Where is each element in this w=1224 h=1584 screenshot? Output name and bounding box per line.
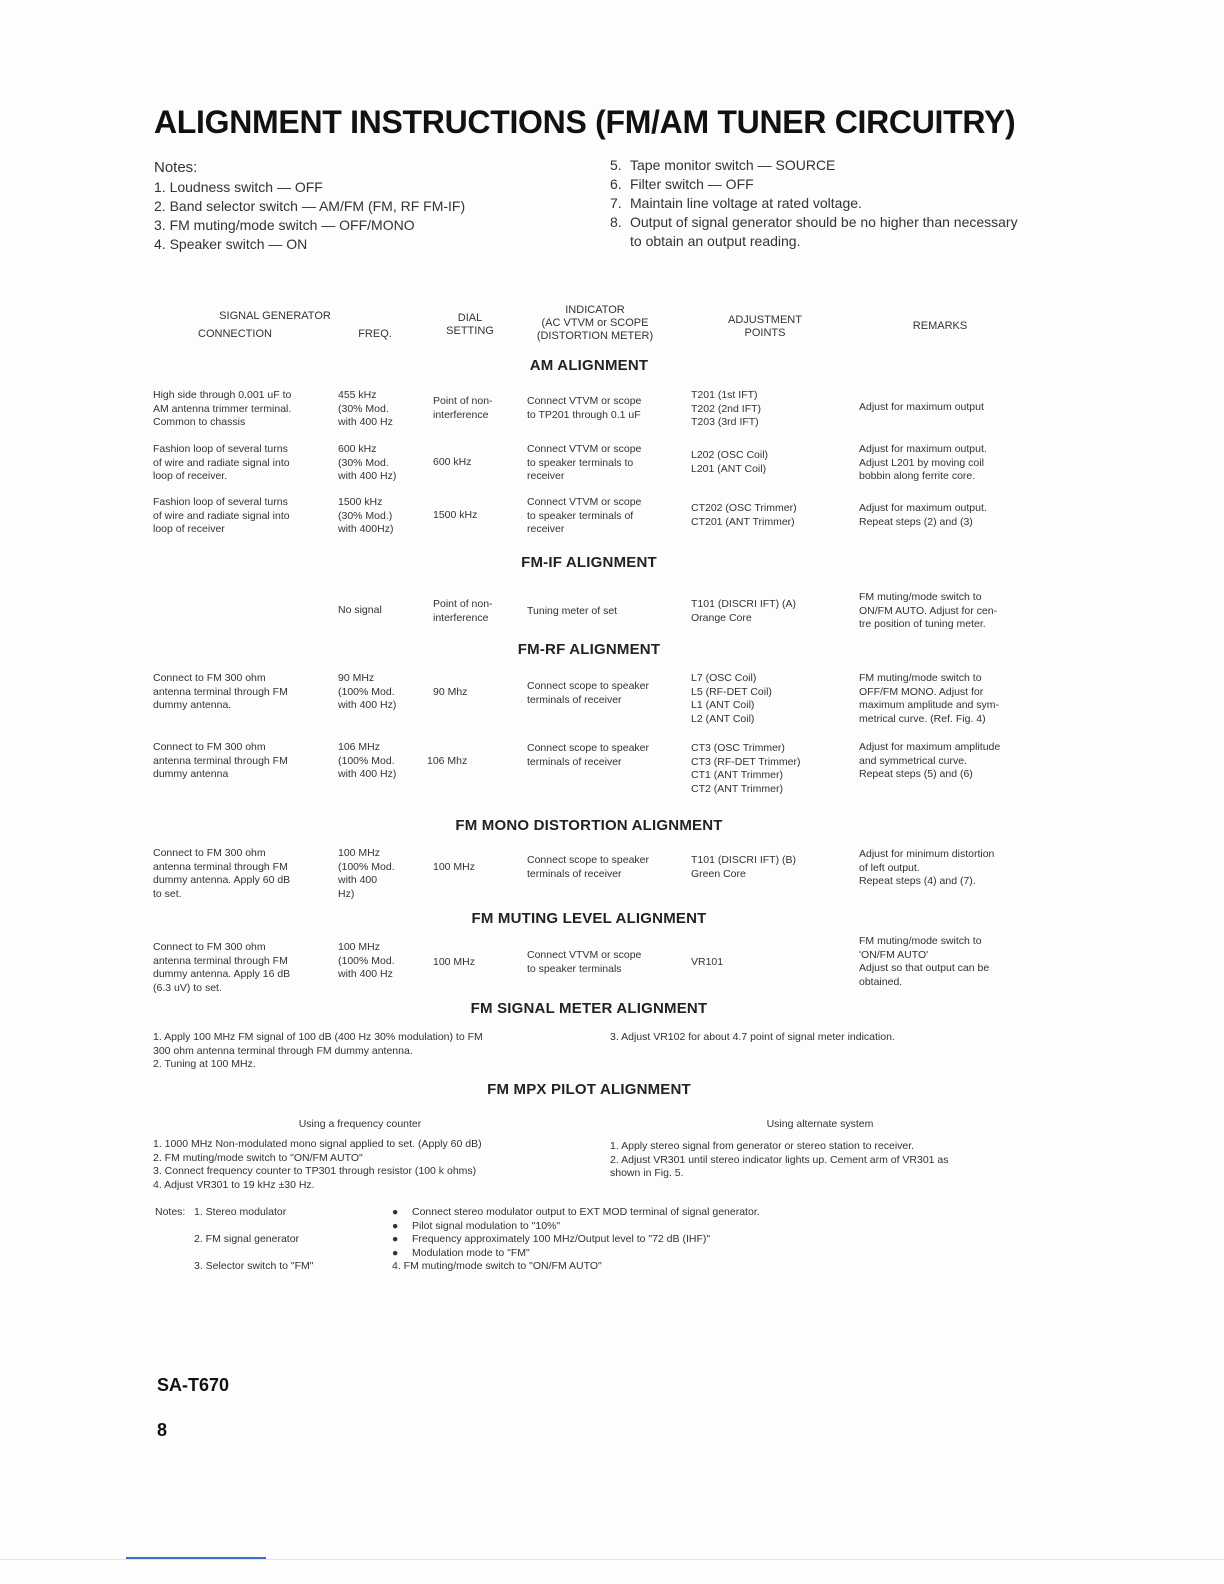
am3-adjust [691, 502, 853, 529]
mpx-left-step: 1. 1000 MHz Non-modulated mono signal applied to set. (Apply 60 dB) [153, 1138, 482, 1150]
am3-remarks [859, 502, 1039, 529]
am2-indicator-line: receiver [527, 470, 565, 482]
section-fm-muting-level: FM MUTING LEVEL ALIGNMENT [471, 910, 707, 927]
am1-freq-line: (30% Mod. [338, 402, 389, 415]
am3-freq [338, 496, 426, 537]
am2-indicator [527, 443, 685, 484]
fmrf1-indicator [527, 680, 685, 707]
fmrf2-dial-line: 106 Mhz [427, 755, 468, 767]
note-8-num: 8. [610, 214, 622, 230]
mono1-dial-line: 100 MHz [433, 861, 476, 873]
muting1-adjust-line: VR101 [691, 956, 724, 968]
am1-freq-line: with 400 Hz [338, 416, 393, 428]
header-indicator-line3: (DISTORTION METER) [536, 330, 654, 342]
page-title: ALIGNMENT INSTRUCTIONS (FM/AM TUNER CIRCUITRY) [154, 104, 1016, 140]
fmrf2-adjust-line: CT1 (ANT Trimmer) [691, 769, 783, 781]
fmrf2-remarks-line: Repeat steps (5) and (6) [859, 768, 973, 780]
section-fm-rf: FM-RF ALIGNMENT [517, 641, 661, 658]
muting1-connection-line: Connect to FM 300 ohm [153, 941, 266, 953]
am2-connection-line: of wire and radiate signal into [153, 456, 290, 469]
am1-adjust [691, 389, 853, 430]
am3-connection-line: loop of receiver [153, 523, 225, 535]
am1-dial [433, 395, 515, 422]
bullet-icon: ● [392, 1246, 399, 1259]
mpx-right-step: 2. Adjust VR301 until stereo indicator lights up. Cement arm of VR301 as [610, 1153, 949, 1166]
note-6: Filter switch — OFF [630, 176, 754, 192]
mono1-connection-line: antenna terminal through FM [153, 860, 288, 873]
header-adjustment-line1: ADJUSTMENT [728, 314, 802, 326]
mpx-bullet: Connect stereo modulator output to EXT MOD terminal of signal generator. [412, 1206, 760, 1218]
muting1-connection-line: (6.3 uV) to set. [153, 981, 222, 994]
muting1-connection-line: dummy antenna. Apply 16 dB [153, 968, 291, 980]
am2-indicator-line: to speaker terminals to [527, 456, 634, 469]
am2-freq [338, 443, 426, 484]
fmif1-remarks [859, 591, 1039, 632]
note-1: 1. Loudness switch — OFF [154, 179, 323, 195]
mpx-right-step: shown in Fig. 5. [610, 1167, 684, 1179]
am1-connection [153, 389, 329, 430]
fmif1-adjust-line: Orange Core [691, 611, 752, 624]
note-5-num: 5. [610, 157, 622, 173]
meter-step-right: 3. Adjust VR102 for about 4.7 point of signal meter indication. [610, 1031, 895, 1043]
am2-remarks-line: Adjust L201 by moving coil [859, 456, 984, 469]
fmrf2-adjust-line: CT3 (RF-DET Trimmer) [691, 755, 801, 768]
fmrf2-remarks-line: Adjust for maximum amplitude [859, 741, 1001, 753]
notes-left [154, 158, 554, 254]
am3-connection-line: Fashion loop of several turns [153, 496, 288, 508]
note-6-num: 6. [610, 176, 622, 192]
am3-indicator [527, 496, 685, 537]
am3-adjust-line: CT202 (OSC Trimmer) [691, 502, 797, 514]
mono1-indicator-line: terminals of receiver [527, 867, 622, 880]
mpx-bullet: Modulation mode to "FM" [412, 1246, 530, 1259]
model-number: SA-T670 [157, 1375, 230, 1395]
am1-remarks [859, 401, 1039, 415]
mpx-right-step: 1. Apply stereo signal from generator or stereo station to receiver. [610, 1140, 915, 1152]
mpx-bullet: Frequency approximately 100 MHz/Output level to "72 dB (IHF)" [412, 1233, 711, 1245]
mpx-note-3: 3. Selector switch to "FM" [194, 1260, 314, 1272]
mono1-connection [153, 847, 329, 901]
mono1-remarks-line: of left output. [859, 861, 920, 874]
fmif1-dial [433, 598, 515, 625]
section-fm-mpx-pilot: FM MPX PILOT ALIGNMENT [487, 1081, 691, 1098]
muting1-connection [153, 941, 329, 995]
am1-connection-line: AM antenna trimmer terminal. [153, 402, 292, 415]
mono1-freq-line: (100% Mod. [338, 860, 395, 873]
am1-freq [338, 389, 426, 430]
am2-remarks [859, 443, 1039, 484]
am3-dial [433, 509, 515, 523]
am3-connection-line: of wire and radiate signal into [153, 509, 290, 522]
fmrf2-connection [153, 741, 329, 782]
am3-indicator-line: receiver [527, 523, 565, 535]
am2-adjust-line: L202 (OSC Coil) [691, 449, 769, 461]
mpx-final-step: 4. FM muting/mode switch to "ON/FM AUTO" [392, 1260, 602, 1272]
am3-freq-line: (30% Mod.) [338, 509, 393, 522]
muting1-remarks-line: Adjust so that output can be [859, 962, 990, 974]
am2-remarks-line: Adjust for maximum output. [859, 443, 987, 455]
fmrf1-remarks [859, 672, 1039, 726]
mpx-note-1: 1. Stereo modulator [194, 1206, 287, 1218]
fmrf1-adjust-line: L5 (RF-DET Coil) [691, 685, 772, 698]
am2-adjust-line: L201 (ANT Coil) [691, 462, 767, 475]
mono1-adjust-line: T101 (DISCRI IFT) (B) [691, 854, 797, 866]
mpx-left-steps [153, 1138, 608, 1192]
am1-indicator-line: Connect VTVM or scope [527, 395, 642, 407]
fmrf1-connection-line: dummy antenna. [153, 699, 232, 711]
header-signal-generator: SIGNAL GENERATOR [219, 310, 331, 322]
fmrf2-freq-line: with 400 Hz) [338, 768, 397, 780]
mpx-notes-label: Notes: [155, 1206, 186, 1218]
muting1-remarks [859, 935, 1039, 989]
header-dial-line2: SETTING [446, 325, 494, 337]
mpx-bullet: Pilot signal modulation to "10%" [412, 1219, 561, 1232]
header-connection: CONNECTION [198, 328, 272, 340]
am3-indicator-line: to speaker terminals of [527, 509, 634, 522]
mono1-connection-line: Connect to FM 300 ohm [153, 847, 266, 859]
meter-step: 1. Apply 100 MHz FM signal of 100 dB (400 Hz 30% modulation) to FM [153, 1031, 483, 1043]
fmrf1-remarks-line: OFF/FM MONO. Adjust for [859, 685, 984, 698]
am3-connection [153, 496, 329, 537]
mono1-freq-line: Hz) [338, 887, 355, 900]
fmrf2-adjust [691, 742, 853, 796]
fmif1-remarks-line: tre position of tuning meter. [859, 618, 986, 630]
am3-freq-line: with 400Hz) [338, 523, 394, 535]
header-indicator-line2: (AC VTVM or SCOPE [541, 317, 649, 329]
muting1-remarks-line: obtained. [859, 975, 903, 988]
am1-indicator-line: to TP201 through 0.1 uF [527, 408, 641, 421]
muting1-indicator-line: to speaker terminals [527, 962, 622, 975]
fmif1-dial-line: Point of non- [433, 598, 493, 610]
am2-indicator-line: Connect VTVM or scope [527, 443, 642, 455]
muting1-dial [433, 956, 515, 970]
fmrf2-connection-line: Connect to FM 300 ohm [153, 741, 266, 753]
bullet-icon: ● [392, 1206, 399, 1218]
mono1-adjust-line: Green Core [691, 867, 746, 880]
am3-freq-line: 1500 kHz [338, 496, 383, 508]
mpx-left-heading: Using a frequency counter [298, 1118, 422, 1130]
header-freq: FREQ. [358, 328, 392, 340]
muting1-freq-line: 100 MHz [338, 941, 381, 953]
header-dial-line1: DIAL [457, 312, 483, 324]
fmrf1-adjust-line: L1 (ANT Coil) [691, 699, 755, 711]
am1-connection-line: Common to chassis [153, 416, 246, 428]
mono1-remarks [859, 848, 1039, 889]
muting1-freq-line: (100% Mod. [338, 954, 395, 967]
muting1-indicator [527, 949, 685, 976]
header-indicator-line1: INDICATOR [565, 304, 625, 316]
am3-remarks-line: Adjust for maximum output. [859, 502, 987, 514]
fmrf2-adjust-line: CT2 (ANT Trimmer) [691, 782, 783, 795]
am2-remarks-line: bobbin along ferrite core. [859, 470, 976, 482]
am1-adjust-line: T201 (1st IFT) [691, 389, 758, 401]
meter-step: 2. Tuning at 100 MHz. [153, 1058, 256, 1070]
fmrf2-freq-line: 106 MHz [338, 741, 381, 753]
am3-adjust-line: CT201 (ANT Trimmer) [691, 515, 795, 528]
notes-right [610, 156, 1030, 251]
mpx-left-step: 2. FM muting/mode switch to "ON/FM AUTO" [153, 1151, 363, 1164]
am1-adjust-line: T203 (3rd IFT) [691, 416, 759, 428]
fmrf2-adjust-line: CT3 (OSC Trimmer) [691, 742, 785, 754]
am1-indicator [527, 395, 685, 422]
fmrf1-dial [433, 686, 515, 700]
muting1-freq [338, 941, 426, 982]
fmrf1-remarks-line: metrical curve. (Ref. Fig. 4) [859, 712, 986, 725]
am2-dial-line: 600 kHz [433, 456, 472, 468]
note-8: Output of signal generator should be no higher than necessary to obtain an output reading. [630, 214, 1018, 249]
fmrf1-adjust [691, 672, 853, 726]
fmrf1-freq-line: with 400 Hz) [338, 699, 397, 711]
am3-dial-line: 1500 kHz [433, 509, 478, 521]
muting1-freq-line: with 400 Hz [338, 968, 393, 980]
fmrf1-remarks-line: maximum amplitude and sym- [859, 699, 1000, 711]
fmrf1-freq-line: (100% Mod. [338, 685, 395, 698]
mono1-freq-line: with 400 [338, 874, 378, 886]
fmrf2-freq [338, 741, 426, 782]
note-2: 2. Band selector switch — AM/FM (FM, RF FM-IF) [154, 198, 466, 214]
am2-adjust [691, 449, 853, 476]
note-4: 4. Speaker switch — ON [154, 236, 308, 252]
mono1-remarks-line: Adjust for minimum distortion [859, 848, 995, 860]
mono1-freq-line: 100 MHz [338, 847, 381, 859]
fmif1-indicator [527, 605, 685, 619]
section-fm-signal-meter: FM SIGNAL METER ALIGNMENT [470, 1000, 708, 1017]
mpx-left-step: 3. Connect frequency counter to TP301 through resistor (100 k ohms) [153, 1165, 477, 1177]
am2-freq-line: 600 kHz [338, 443, 377, 455]
fmrf2-connection-line: antenna terminal through FM [153, 754, 288, 767]
note-7: Maintain line voltage at rated voltage. [630, 195, 862, 211]
fmrf2-remarks-line: and symmetrical curve. [859, 754, 967, 767]
mono1-indicator [527, 854, 685, 881]
bottom-divider [0, 1559, 1224, 1560]
fmrf1-connection-line: Connect to FM 300 ohm [153, 672, 266, 684]
fmif1-dial-line: interference [433, 611, 489, 624]
header-dial [430, 312, 510, 338]
fmrf1-freq-line: 90 MHz [338, 672, 375, 684]
note-5: Tape monitor switch — SOURCE [630, 157, 836, 173]
fmif1-remarks-line: ON/FM AUTO. Adjust for cen- [859, 604, 998, 617]
bullet-icon: ● [392, 1219, 399, 1232]
fmrf2-freq-line: (100% Mod. [338, 754, 395, 767]
fmif1-indicator-line: Tuning meter of set [527, 605, 618, 617]
am1-freq-line: 455 kHz [338, 389, 377, 401]
mono1-connection-line: to set. [153, 887, 182, 900]
header-adjustment [700, 314, 830, 340]
mono1-dial [433, 861, 515, 875]
am2-connection-line: Fashion loop of several turns [153, 443, 288, 455]
mono1-remarks-line: Repeat steps (4) and (7). [859, 875, 976, 887]
note-7-num: 7. [610, 195, 622, 211]
fmrf2-connection-line: dummy antenna [153, 768, 229, 780]
fmif1-freq [338, 604, 426, 618]
am3-indicator-line: Connect VTVM or scope [527, 496, 642, 508]
fmrf2-indicator-line: Connect scope to speaker [527, 742, 649, 754]
fmrf1-adjust-line: L7 (OSC Coil) [691, 672, 757, 684]
fmrf1-indicator-line: Connect scope to speaker [527, 680, 649, 692]
fmrf2-indicator-line: terminals of receiver [527, 755, 622, 768]
note-3: 3. FM muting/mode switch — OFF/MONO [154, 217, 415, 233]
am2-dial [433, 456, 515, 470]
fmrf1-adjust-line: L2 (ANT Coil) [691, 712, 755, 725]
mpx-right-steps [610, 1140, 1030, 1181]
fmif1-freq-line: No signal [338, 604, 382, 616]
mpx-right-heading: Using alternate system [766, 1118, 874, 1130]
mpx-note-2: 2. FM signal generator [194, 1233, 300, 1245]
section-fm-mono-distortion: FM MONO DISTORTION ALIGNMENT [455, 817, 723, 834]
am1-remarks-line: Adjust for maximum output [859, 401, 984, 413]
section-fm-if: FM-IF ALIGNMENT [521, 554, 657, 571]
fmrf1-dial-line: 90 Mhz [433, 686, 468, 698]
notes-heading: Notes: [154, 159, 198, 176]
header-remarks: REMARKS [912, 320, 968, 332]
header-indicator [520, 304, 670, 343]
mono1-freq [338, 847, 426, 901]
am2-freq-line: (30% Mod. [338, 456, 389, 469]
mono1-indicator-line: Connect scope to speaker [527, 854, 649, 866]
fmrf1-freq [338, 672, 426, 713]
fmrf2-indicator [527, 742, 685, 769]
fmrf1-connection-line: antenna terminal through FM [153, 685, 288, 698]
fmrf1-indicator-line: terminals of receiver [527, 693, 622, 706]
fmif1-adjust [691, 598, 853, 625]
mono1-adjust [691, 854, 853, 881]
am3-remarks-line: Repeat steps (2) and (3) [859, 515, 973, 528]
mpx-bullet-list [392, 1206, 1012, 1274]
mono1-connection-line: dummy antenna. Apply 60 dB [153, 874, 291, 886]
fmrf1-connection [153, 672, 329, 713]
muting1-adjust [691, 956, 853, 970]
meter-steps-left [153, 1031, 603, 1072]
muting1-remarks-line: 'ON/FM AUTO' [859, 948, 929, 961]
muting1-remarks-line: FM muting/mode switch to [859, 935, 982, 947]
muting1-connection-line: antenna terminal through FM [153, 954, 288, 967]
mpx-left-step: 4. Adjust VR301 to 19 kHz ±30 Hz. [153, 1178, 315, 1191]
fmrf1-remarks-line: FM muting/mode switch to [859, 672, 982, 684]
am1-adjust-line: T202 (2nd IFT) [691, 402, 762, 415]
muting1-indicator-line: Connect VTVM or scope [527, 949, 642, 961]
scroll-indicator [126, 1557, 266, 1559]
am1-connection-line: High side through 0.001 uF to [153, 389, 292, 401]
fmif1-adjust-line: T101 (DISCRI IFT) (A) [691, 598, 797, 610]
section-am: AM ALIGNMENT [529, 357, 649, 374]
am2-freq-line: with 400 Hz) [338, 470, 397, 482]
am1-dial-line: Point of non- [433, 395, 493, 407]
fmif1-remarks-line: FM muting/mode switch to [859, 591, 982, 603]
fmrf2-dial [427, 755, 509, 769]
page-number: 8 [157, 1420, 168, 1440]
am2-connection-line: loop of receiver. [153, 470, 228, 482]
am2-connection [153, 443, 329, 484]
header-adjustment-line2: POINTS [744, 327, 786, 339]
muting1-dial-line: 100 MHz [433, 956, 476, 968]
am1-dial-line: interference [433, 408, 489, 421]
bullet-icon: ● [392, 1233, 399, 1245]
meter-step: 300 ohm antenna terminal through FM dummy antenna. [153, 1044, 413, 1057]
fmrf2-remarks [859, 741, 1039, 782]
